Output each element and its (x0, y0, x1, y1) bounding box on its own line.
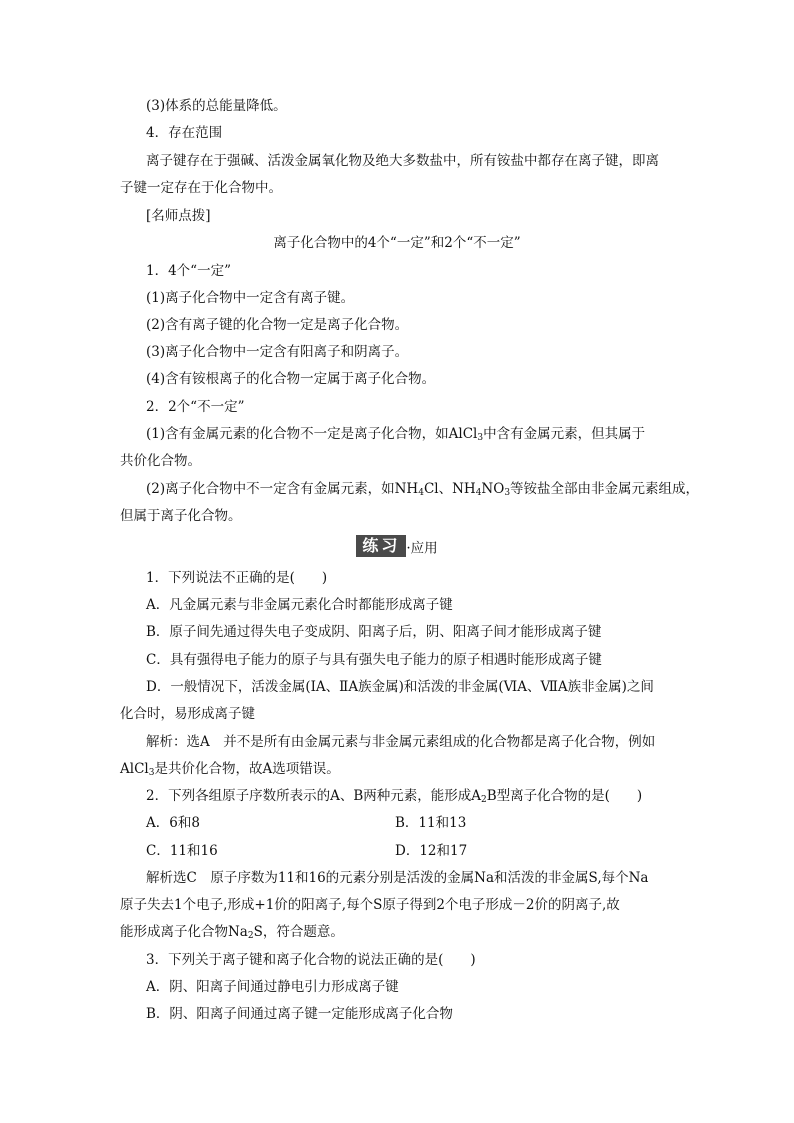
tip-label: [名师点拨] (146, 208, 211, 224)
option-a: A．阴、阳离子间通过静电引力形成离子键 (146, 979, 399, 995)
option-d: D．12和17 (395, 843, 468, 859)
option-b: B．阴、阳离子间通过离子键一定能形成离子化合物 (146, 1006, 453, 1022)
option-a: A．凡金属元素与非金属元素化合时都能形成离子键 (146, 597, 453, 613)
answer-line: 解析选C 原子序数为11和16的元素分别是活泼的金属Na和活泼的非金属S,每个Na (146, 870, 649, 886)
option-a: A．6和8 (146, 815, 200, 831)
option-c: C．具有强得电子能力的原子与具有强失电子能力的原子相遇时能形成离子键 (146, 652, 602, 668)
list-item: (3)体系的总能量降低。 (146, 98, 287, 114)
list-item: (2)含有离子键的化合物一定是离子化合物。 (146, 317, 409, 333)
question-stem: 1．下列说法不正确的是( ) (146, 570, 328, 586)
answer-line: 原子失去1个电子,形成+1价的阳离子,每个S原子得到2个电子形成－2价的阴离子,故 (120, 897, 620, 913)
option-b: B．原子间先通过得失电子变成阴、阳离子后，阴、阳离子间才能形成离子键 (146, 624, 602, 640)
answer-line: AlCl$_3$是共价化合物，故A选项错误。 (120, 761, 340, 778)
option-d-cont: 化合时，易形成离子键 (120, 706, 255, 722)
option-b: B．11和13 (395, 815, 467, 831)
practice-badge: 练习 (356, 535, 406, 557)
list-item: (1)离子化合物中一定含有离子键。 (146, 290, 355, 306)
paragraph-line: 但属于离子化合物。 (120, 508, 242, 524)
paragraph-line: 子键一定存在于化合物中。 (120, 180, 282, 196)
answer-line: 解析：选A 并不是所有由金属元素与非金属元素组成的化合物都是离子化合物，例如 (146, 734, 656, 750)
tip-title: 离子化合物中的4个“一定”和2个“不一定” (273, 235, 521, 251)
list-item: (2)离子化合物中不一定含有金属元素，如$NH_4Cl$、$NH_4NO_3$等铵盐全部由非金属元素组成， (146, 481, 700, 498)
question-stem: 3．下列关于离子键和离子化合物的说法正确的是( ) (146, 952, 476, 968)
answer-line: 能形成离子化合物$Na_2S$，符合题意。 (120, 924, 344, 941)
paragraph-line: 离子键存在于强碱、活泼金属氧化物及绝大多数盐中，所有铵盐中都存在离子键，即离 (146, 153, 659, 169)
list-item: (3)离子化合物中一定含有阳离子和阴离子。 (146, 344, 409, 360)
paragraph-line: 共价化合物。 (120, 453, 201, 469)
section-heading: 4．存在范围 (146, 125, 223, 141)
tip-heading: 2．2个“不一定” (146, 399, 245, 415)
list-item: (1)含有金属元素的化合物不一定是离子化合物，如AlCl$_3$中含有金属元素，但其属于 (146, 426, 646, 443)
practice-header (0, 535, 794, 557)
practice-suffix: ·应用 (406, 540, 438, 557)
option-d: D．一般情况下，活泼金属(ⅠA、ⅡA族金属)和活泼的非金属(ⅥA、ⅦA族非金属)之间 (146, 679, 654, 695)
question-stem: 2．下列各组原子序数所表示的A、B两种元素，能形成$A_2B$型离子化合物的是( ) (146, 788, 643, 805)
tip-heading: 1．4个“一定” (146, 263, 231, 279)
option-c: C．11和16 (146, 843, 218, 859)
list-item: (4)含有铵根离子的化合物一定属于离子化合物。 (146, 371, 436, 387)
